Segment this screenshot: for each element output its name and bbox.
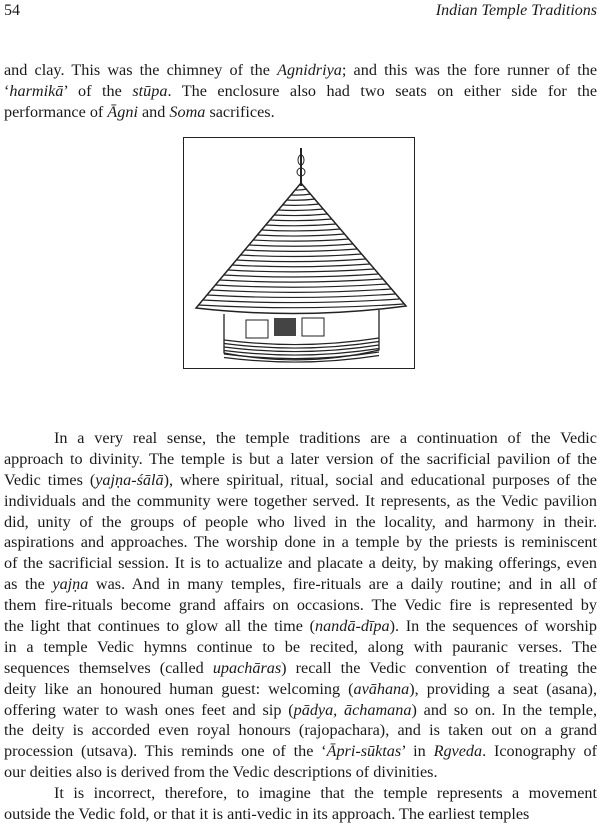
text-run: and clay. This was the chimney of the <box>4 61 278 79</box>
text-run: aspirations and approaches. The worship done in a temple by the priests is reminiscent <box>4 533 597 552</box>
roof-hatch-line <box>295 189 307 190</box>
text-line <box>4 637 597 658</box>
text-line <box>4 720 597 741</box>
text-run: procession (utsava). This reminds one of the ‘ <box>4 742 327 761</box>
text-line <box>4 81 597 102</box>
italic-term: yajṇa <box>52 575 89 594</box>
roof-hatch-line <box>232 264 370 267</box>
roof-hatch-line <box>220 279 383 282</box>
text-line <box>4 595 597 616</box>
text-line <box>4 783 597 804</box>
text-run: ; and this was the fore runner of the <box>341 61 598 79</box>
text-line <box>4 804 597 825</box>
text-line <box>4 700 597 721</box>
paragraph-1 <box>4 60 597 123</box>
text-run: . Iconography of <box>482 742 598 761</box>
text-line <box>4 491 597 512</box>
text-line <box>4 574 597 595</box>
roof-hatch-line <box>253 239 349 241</box>
roof-hatch-line <box>262 229 341 231</box>
text-run: sequences themselves (called <box>4 658 213 677</box>
text-line <box>4 741 597 762</box>
text-run: ), providing a seat (asana), <box>409 679 597 698</box>
italic-term: nandā-dīpa <box>314 617 390 636</box>
italic-term: Āgni <box>107 102 138 121</box>
italic-term: yajṇa-śālā <box>95 470 164 489</box>
text-run: outside the Vedic fold, or that it is anti-vedic in its approach. The earliest temples <box>4 804 530 823</box>
text-line <box>4 428 597 449</box>
text-run: Vedic times ( <box>4 470 96 489</box>
text-line <box>4 762 597 783</box>
italic-term: upachāras <box>212 658 282 677</box>
text-run: of the sacrificial session. It is to actualize and placate a deity, by making offerings, even <box>4 554 597 573</box>
roof-hatch-line <box>266 224 337 226</box>
text-run: ), where spiritual, ritual, social and educational purposes of the <box>163 470 597 489</box>
text-line <box>4 102 597 123</box>
italic-term: Āpri-sūktas <box>326 742 402 761</box>
roof-hatch-line <box>287 199 316 200</box>
running-title: Indian Temple Traditions <box>435 2 597 19</box>
text-run: them fire-rituals become grand affairs on occasions. The Vedic fire is represented by <box>4 596 597 615</box>
italic-term: stūpa <box>132 81 168 100</box>
text-line <box>4 553 597 574</box>
italic-term: Soma <box>169 102 206 121</box>
roof-hatch-line <box>199 304 404 308</box>
italic-term: harmikā <box>9 81 64 100</box>
paragraph-3 <box>4 783 597 825</box>
text-run: the deity is accorded even royal honours (rajopachara), and is taken out on a grand <box>4 721 597 740</box>
roof-hatch-line <box>236 259 365 262</box>
page-number: 54 <box>4 2 20 19</box>
text-run: the light that continues to glow all the time ( <box>4 617 315 636</box>
roof-hatch-line <box>228 269 374 272</box>
temple-illustration <box>183 137 415 369</box>
text-run: offering water to wash ones feet and sip ( <box>4 700 294 719</box>
text-line <box>4 60 597 81</box>
text-run: was. And in many temples, fire-rituals are a daily routine; and in all of <box>88 575 597 594</box>
text-run: individuals and the community were together served. It represents, as the Vedic pavilion <box>4 491 597 510</box>
text-run: and <box>137 102 170 121</box>
roof-hatch-line <box>224 274 379 277</box>
text-line <box>4 449 597 470</box>
text-line <box>4 679 597 700</box>
text-line <box>4 532 597 553</box>
text-run: In a very real sense, the temple traditions are a continuation of the Vedic <box>54 429 597 447</box>
text-line <box>4 616 597 637</box>
text-run: ) and so on. In the temple, <box>411 700 598 719</box>
text-line <box>4 658 597 679</box>
roof-hatch-line <box>215 284 386 287</box>
roof-hatch-line <box>283 204 320 205</box>
text-run: ). In the sequences of worship <box>389 617 597 636</box>
roof-hatch-line <box>257 234 344 236</box>
text-run: It is incorrect, therefore, to imagine that the temple represents a movement <box>54 784 597 802</box>
conical-hut-drawing <box>184 138 413 367</box>
roof-hatch-line <box>291 194 311 195</box>
italic-term: Rgveda <box>433 742 483 761</box>
text-run: deity like an honoured human guest: welcoming ( <box>4 679 354 698</box>
roof-hatch-line <box>274 214 328 216</box>
italic-term: pādya, āchamana <box>293 700 412 719</box>
text-run: as the <box>4 575 53 594</box>
text-run: sacrifices. <box>205 102 275 121</box>
italic-term: avāhana <box>353 679 410 698</box>
text-run: our deities also is derived from the Vedic descriptions of divinities. <box>4 763 438 782</box>
roof-hatch-line <box>249 244 353 246</box>
text-run: did, unity of the groups of people who lived in the locality, and harmony in their. <box>4 512 597 531</box>
text-line <box>4 512 597 533</box>
roof-hatch-line <box>211 289 391 292</box>
text-run: ’ in <box>401 742 434 761</box>
text-run: . The enclosure also had two seats on either side for the <box>167 81 597 100</box>
roof-hatch-line <box>278 209 323 210</box>
roof-hatch-line <box>207 294 395 297</box>
base-hatch-line <box>224 338 379 345</box>
text-run: approach to divinity. The temple is but a later version of the sacrificial pavilion of the <box>4 449 597 468</box>
text-line <box>4 470 597 491</box>
roof-hatch-line <box>241 254 362 257</box>
roof-hatch-line <box>245 249 358 251</box>
text-run: ’ of the <box>63 81 133 100</box>
text-run: ) recall the Vedic convention of treating the <box>281 658 597 677</box>
italic-term: Agnidriya <box>277 61 342 79</box>
text-run: in a temple Vedic hymns continue to be recited, along with pauranic verses. The <box>4 637 597 656</box>
text-run: ‘ <box>4 81 10 100</box>
roof-hatch-line <box>203 299 400 303</box>
roof-hatch-line <box>270 219 332 221</box>
paragraph-2 <box>4 428 597 783</box>
text-run: performance of <box>4 102 108 121</box>
